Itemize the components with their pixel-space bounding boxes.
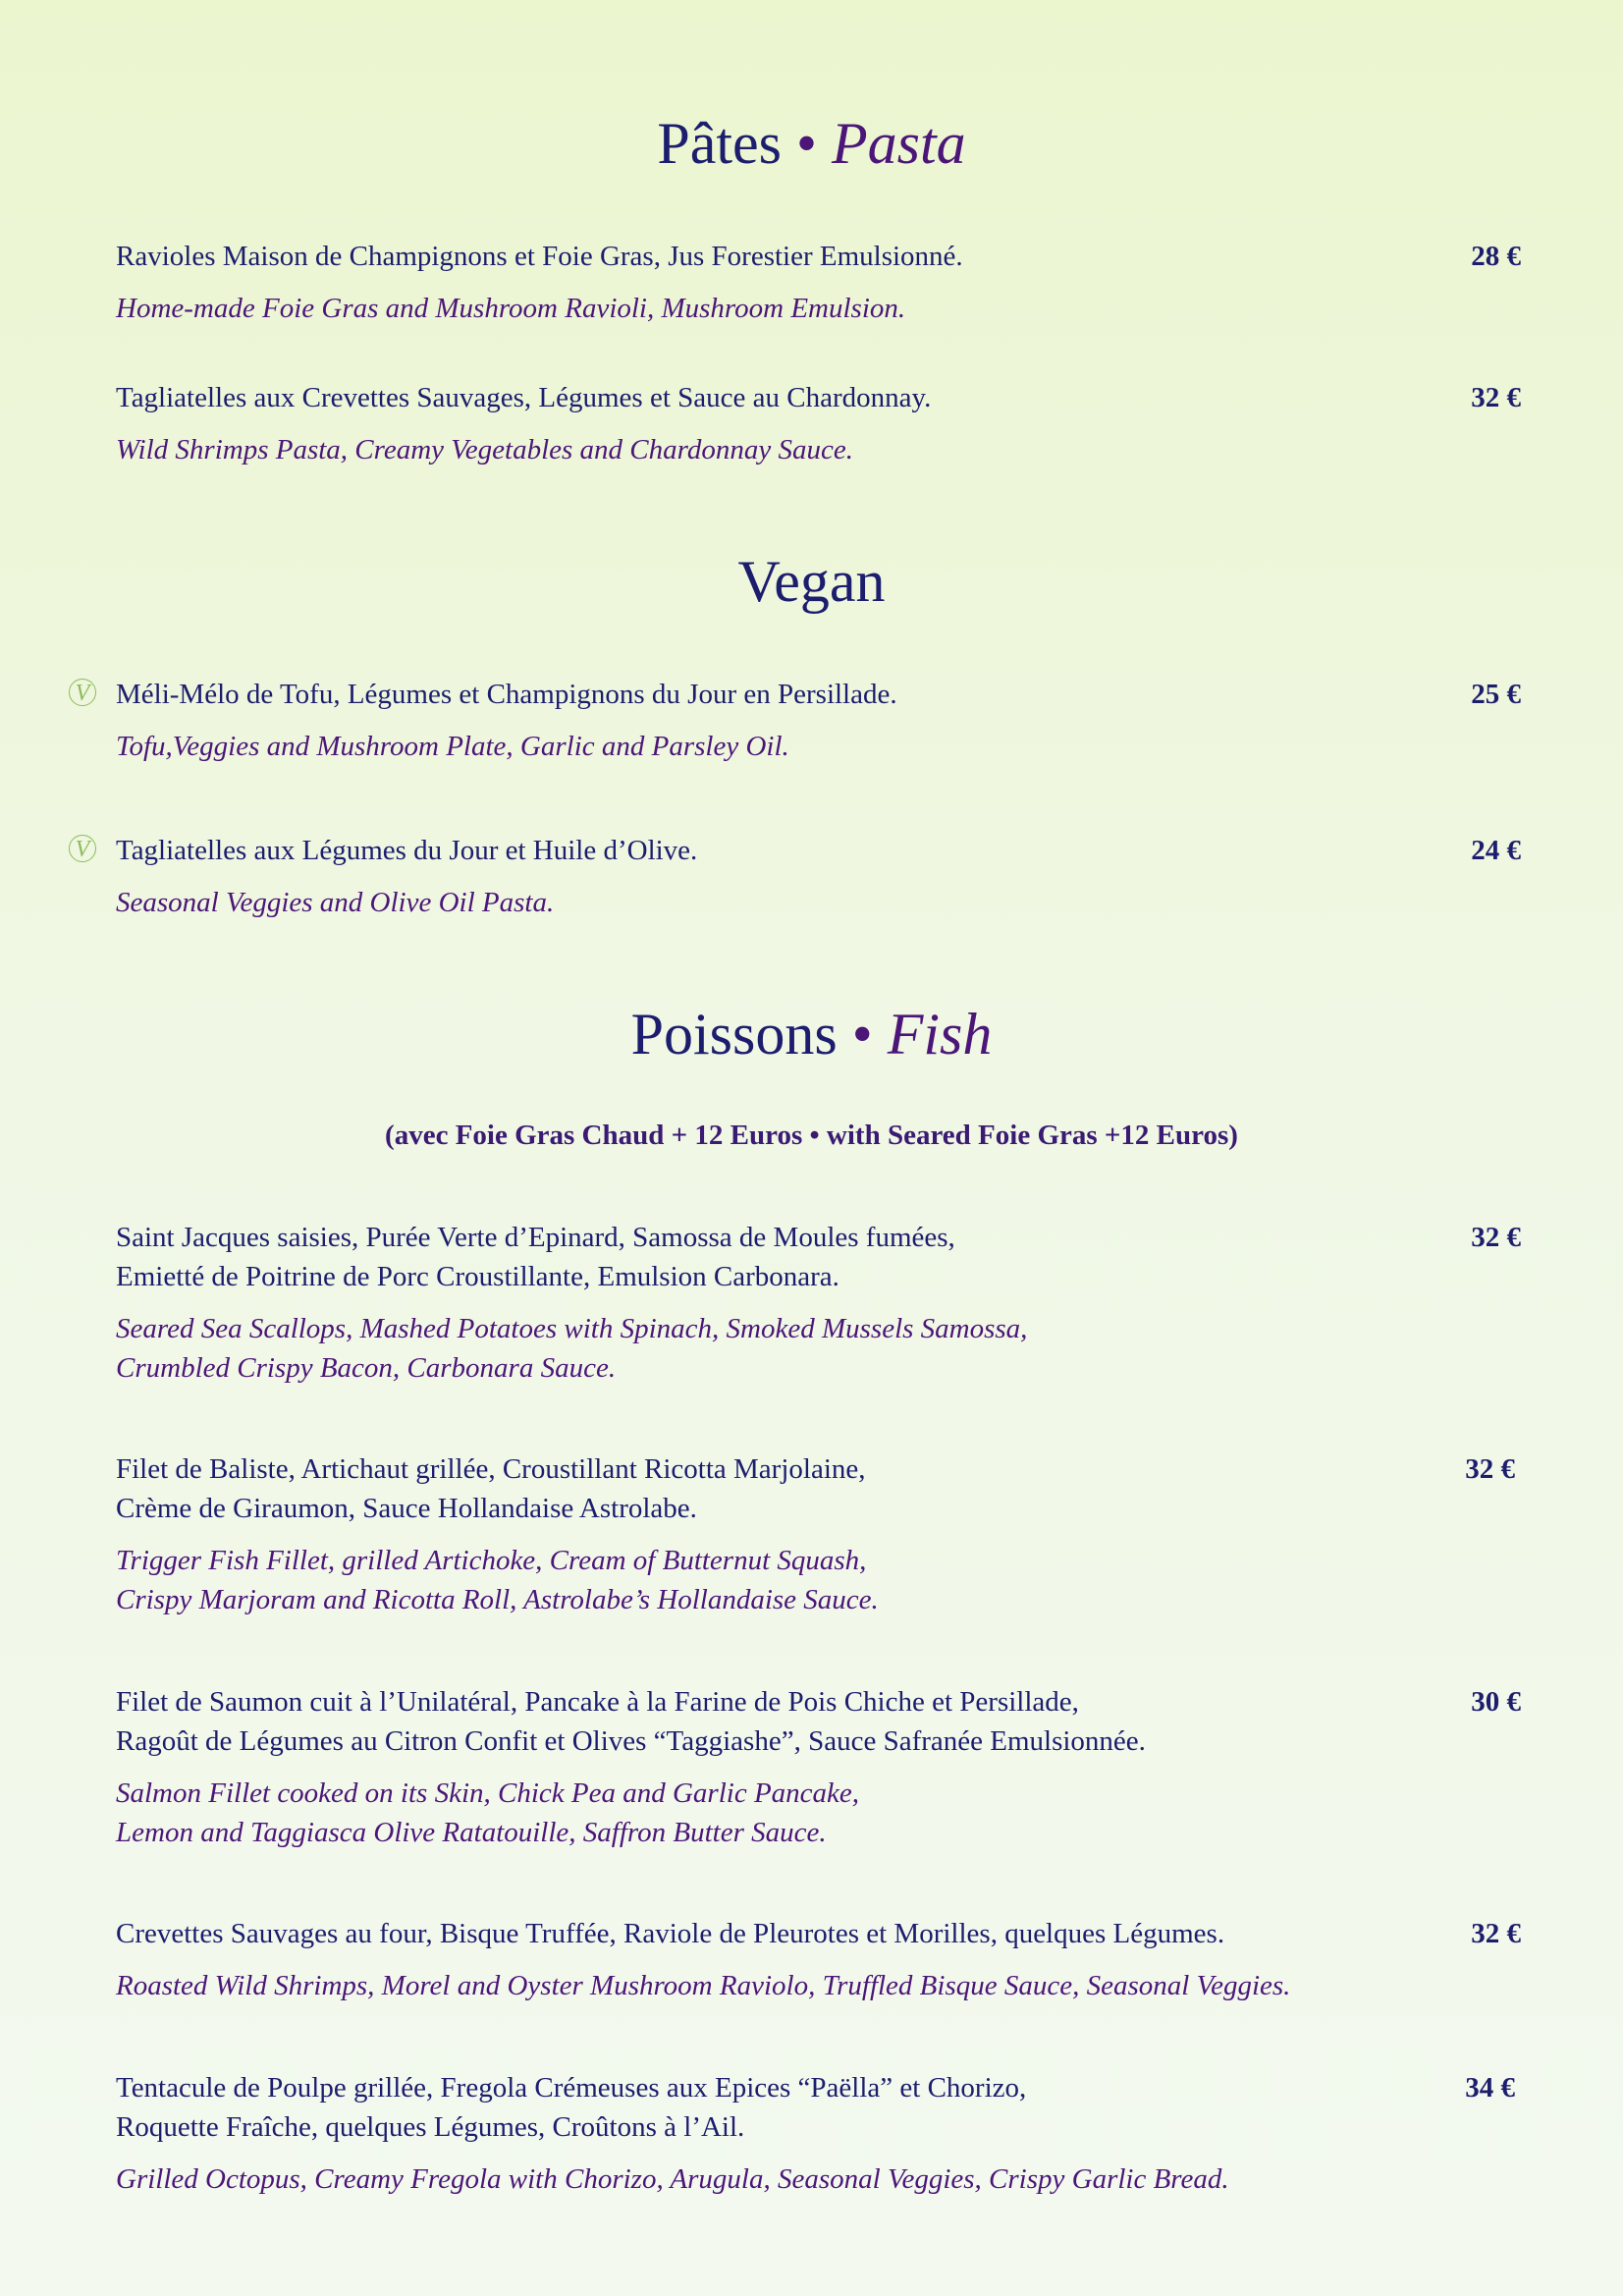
menu-item (116, 1449, 1515, 1619)
menu-item (116, 1914, 1521, 2005)
item-name-en: Seasonal Veggies and Olive Oil Pasta. (116, 887, 555, 918)
item-name-fr: Ravioles Maison de Champignons et Foie Gras, Jus Forestier Emulsionné. (116, 241, 963, 272)
section-title-pasta (0, 108, 1623, 179)
item-name-en: Home-made Foie Gras and Mushroom Ravioli, Mushroom Emulsion. (116, 293, 906, 324)
item-price: 28 € (1471, 241, 1521, 272)
item-name-en: Tofu,Veggies and Mushroom Plate, Garlic and Parsley Oil. (116, 731, 789, 762)
item-name-en: Grilled Octopus, Creamy Fregola with Chorizo, Arugula, Seasonal Veggies, Crispy Garlic Bread. (116, 2163, 1229, 2195)
item-name-en: Wild Shrimps Pasta, Creamy Vegetables and Chardonnay Sauce. (116, 434, 853, 465)
item-price: 25 € (1471, 679, 1521, 710)
item-price: 32 € (1471, 382, 1521, 413)
title-separator: • (851, 1002, 873, 1066)
item-name-fr: Méli-Mélo de Tofu, Légumes et Champignons du Jour en Persillade. (116, 679, 897, 710)
item-name-en: Trigger Fish Fillet, grilled Artichoke, Cream of Butternut Squash, Crispy Marjoram and Ricotta Roll, Astrolabe’s Hollandaise Sauce. (116, 1545, 879, 1615)
menu-item (116, 2068, 1515, 2199)
item-price: 34 € (1465, 2072, 1515, 2104)
item-name-fr: Filet de Baliste, Artichaut grillée, Croustillant Ricotta Marjolaine, Crème de Giraumon, Sauce Hollandaise Astrolabe. (116, 1453, 866, 1524)
item-name-fr: Tagliatelles aux Crevettes Sauvages, Légumes et Sauce au Chardonnay. (116, 382, 932, 413)
item-name-en: Seared Sea Scallops, Mashed Potatoes with Spinach, Smoked Mussels Samossa, Crumbled Crispy Bacon, Carbonara Sauce. (116, 1313, 1028, 1384)
item-name-fr: Filet de Saumon cuit à l’Unilatéral, Pancake à la Farine de Pois Chiche et Persillade, Ragoût de Légumes au Citron Confit et Olives “Taggiashe”, Sauce Safranée Emulsionnée. (116, 1686, 1146, 1757)
title: Vegan (737, 549, 886, 614)
section-title-fish (0, 999, 1623, 1069)
title-fr: Poissons (630, 1002, 838, 1066)
vegan-icon: V (69, 679, 96, 706)
menu-item (75, 831, 1521, 922)
item-name-fr: Tentacule de Poulpe grillée, Fregola Crémeuses aux Epices “Paëlla” et Chorizo, Roquette Fraîche, quelques Légumes, Croûtons à l’Ail. (116, 2072, 1027, 2143)
menu-item (116, 1682, 1521, 1852)
menu-item (116, 378, 1521, 469)
title-en: Fish (887, 1002, 993, 1066)
item-price: 24 € (1471, 835, 1521, 866)
item-price: 30 € (1471, 1686, 1521, 1718)
item-name-en: Salmon Fillet cooked on its Skin, Chick Pea and Garlic Pancake, Lemon and Taggiasca Olive Ratatouille, Saffron Butter Sauce. (116, 1777, 860, 1848)
item-name-en: Roasted Wild Shrimps, Morel and Oyster Mushroom Raviolo, Truffled Bisque Sauce, Seasonal Veggies. (116, 1970, 1291, 2001)
item-price: 32 € (1471, 1222, 1521, 1253)
menu-item (75, 675, 1521, 766)
item-name-fr: Tagliatelles aux Légumes du Jour et Huile d’Olive. (116, 835, 698, 866)
title-separator: • (795, 111, 817, 176)
item-price: 32 € (1465, 1453, 1515, 1485)
title-en: Pasta (832, 111, 966, 176)
vegan-icon: V (69, 835, 96, 862)
title-fr: Pâtes (657, 111, 782, 176)
section-title-vegan (0, 546, 1623, 617)
foie-gras-supplement-note: (avec Foie Gras Chaud + 12 Euros • with Seared Foie Gras +12 Euros) (385, 1120, 1238, 1151)
item-name-fr: Saint Jacques saisies, Purée Verte d’Epinard, Samossa de Moules fumées, Emietté de Poitrine de Porc Croustillante, Emulsion Carbonara. (116, 1222, 955, 1292)
menu-item (116, 237, 1521, 328)
item-price: 32 € (1471, 1918, 1521, 1949)
menu-item (116, 1218, 1521, 1388)
item-name-fr: Crevettes Sauvages au four, Bisque Truffée, Raviole de Pleurotes et Morilles, quelques Légumes. (116, 1918, 1225, 1949)
